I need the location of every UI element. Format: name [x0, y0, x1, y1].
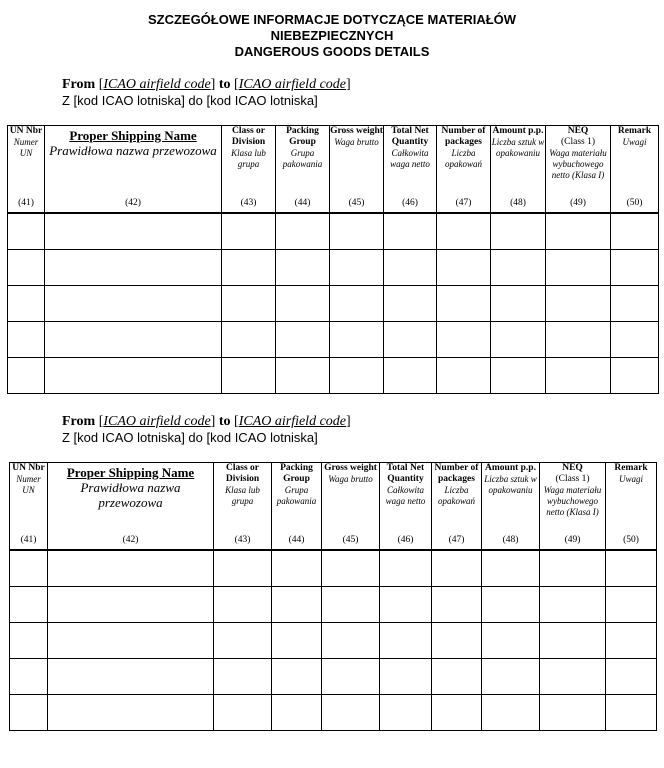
entry-cell[interactable]	[48, 659, 214, 695]
entry-cell[interactable]	[48, 623, 214, 659]
entry-cell[interactable]	[606, 587, 657, 623]
entry-cell[interactable]	[10, 695, 48, 731]
entry-cell[interactable]	[276, 358, 330, 394]
column-header	[380, 463, 432, 551]
entry-cell[interactable]	[611, 213, 659, 250]
column-header-en: Gross weight	[330, 126, 383, 136]
to-label: to	[218, 414, 231, 429]
column-number: (41)	[18, 198, 34, 208]
column-header-pl: Prawidłowa nazwa przewozowa	[49, 143, 217, 158]
column-number: (46)	[397, 535, 414, 545]
column-header-en: Total Net Quantity	[386, 463, 425, 484]
column-header	[272, 463, 322, 551]
route-line-pl: Z [kod ICAO lotniska] do [kod ICAO lotniska]	[62, 93, 318, 108]
column-header-en: UN Nbr	[9, 126, 43, 136]
column-header-pl: Liczba sztuk w opakowaniu	[484, 474, 537, 495]
entry-cell[interactable]	[330, 250, 384, 286]
entry-cell[interactable]	[214, 659, 272, 695]
entry-cell[interactable]	[45, 286, 222, 322]
column-header-en: Proper Shipping Name	[66, 465, 195, 480]
column-header	[606, 463, 657, 551]
entry-cell[interactable]	[437, 286, 491, 322]
column-header-en: Number of packages	[441, 126, 486, 147]
column-header	[482, 463, 540, 551]
entry-cell[interactable]	[482, 695, 540, 731]
column-header-pl: Waga materiału wybuchowego netto (Klasa I)	[543, 485, 602, 517]
entry-cell[interactable]	[272, 695, 322, 731]
title-line-2: NIEBEZPIECZNYCH	[270, 28, 394, 43]
entry-cell[interactable]	[322, 659, 380, 695]
entry-cell[interactable]	[540, 695, 606, 731]
route-section-1	[62, 77, 351, 109]
column-header	[45, 126, 222, 214]
entry-cell[interactable]	[10, 587, 48, 623]
entry-cell[interactable]	[276, 213, 330, 250]
route-line-en: From [ICAO airfield code] to [ICAO airfield code]	[62, 77, 351, 92]
entry-cell[interactable]	[10, 550, 48, 587]
entry-cell[interactable]	[384, 286, 437, 322]
to-code-field[interactable]: ICAO airfield code	[238, 77, 346, 92]
column-header	[322, 463, 380, 551]
entry-cell[interactable]	[540, 587, 606, 623]
entry-cell[interactable]	[437, 213, 491, 250]
route-line-en: From [ICAO airfield code] to [ICAO airfield code]	[62, 414, 351, 429]
column-number: (47)	[455, 198, 472, 208]
column-header	[384, 126, 437, 214]
column-header	[214, 463, 272, 551]
entry-cell[interactable]	[540, 659, 606, 695]
column-number: (44)	[294, 198, 311, 208]
form-title	[0, 12, 664, 60]
header-row	[10, 463, 657, 551]
column-header-pl: Grupa pakowania	[276, 485, 317, 506]
entry-cell[interactable]	[272, 550, 322, 587]
column-header	[10, 463, 48, 551]
route-section-2	[62, 414, 351, 446]
entry-cell[interactable]	[432, 695, 482, 731]
column-header-en: Gross weight	[324, 463, 377, 473]
column-number: (49)	[564, 535, 581, 545]
column-number: (48)	[502, 535, 519, 545]
column-header-en: Remark	[614, 463, 648, 473]
column-header-en: Packing Group	[286, 126, 319, 147]
entry-cell[interactable]	[222, 250, 276, 286]
entry-cell[interactable]	[272, 659, 322, 695]
column-header-en: Class or Division	[231, 126, 266, 147]
entry-cell[interactable]	[380, 587, 432, 623]
entry-cell[interactable]	[330, 358, 384, 394]
entry-cell[interactable]	[432, 550, 482, 587]
column-header-en: Total Net Quantity	[391, 126, 429, 147]
entry-cell[interactable]	[540, 623, 606, 659]
entry-cell[interactable]	[432, 623, 482, 659]
entry-cell[interactable]	[611, 358, 659, 394]
entry-cell[interactable]	[8, 286, 45, 322]
entry-cell[interactable]	[214, 623, 272, 659]
entry-cell[interactable]	[48, 695, 214, 731]
column-header	[546, 126, 611, 214]
entry-cell[interactable]	[491, 213, 546, 250]
title-line-1: SZCZEGÓŁOWE INFORMACJE DOTYCZĄCE MATERIAŁÓW	[147, 12, 517, 27]
table-row	[10, 550, 657, 587]
column-header	[540, 463, 606, 551]
entry-cell[interactable]	[222, 322, 276, 358]
column-header	[48, 463, 214, 551]
entry-cell[interactable]	[8, 213, 45, 250]
entry-cell[interactable]	[276, 250, 330, 286]
column-number: (47)	[448, 535, 465, 545]
entry-cell[interactable]	[48, 587, 214, 623]
column-number: (43)	[234, 535, 251, 545]
entry-cell[interactable]	[222, 213, 276, 250]
table-row	[8, 250, 659, 286]
column-header-en: Class or Division	[225, 463, 260, 484]
column-header-en: Packing Group	[280, 463, 313, 484]
table-row	[10, 623, 657, 659]
entry-cell[interactable]	[491, 358, 546, 394]
from-label: From	[62, 77, 96, 92]
entry-cell[interactable]	[45, 213, 222, 250]
table-row	[8, 286, 659, 322]
entry-cell[interactable]	[322, 550, 380, 587]
column-header	[611, 126, 659, 214]
column-header-en-sub: (Class 1)	[560, 137, 596, 147]
entry-cell[interactable]	[214, 695, 272, 731]
column-header-pl: Waga materiału wybuchowego netto (Klasa I)	[549, 148, 607, 180]
entry-cell[interactable]	[45, 250, 222, 286]
entry-cell[interactable]	[611, 322, 659, 358]
entry-cell[interactable]	[432, 659, 482, 695]
column-header	[437, 126, 491, 214]
entry-cell[interactable]	[491, 322, 546, 358]
entry-cell[interactable]	[222, 358, 276, 394]
column-number: (44)	[288, 535, 305, 545]
column-header-pl: Grupa pakowania	[282, 148, 323, 169]
column-number: (42)	[122, 535, 139, 545]
to-code-field[interactable]: ICAO airfield code	[238, 414, 346, 429]
column-header	[491, 126, 546, 214]
table-row	[10, 659, 657, 695]
table-row	[10, 587, 657, 623]
column-header-pl: Liczba opakowań	[438, 485, 475, 506]
column-number: (41)	[20, 535, 37, 545]
entry-cell[interactable]	[606, 695, 657, 731]
entry-cell[interactable]	[491, 286, 546, 322]
entry-cell[interactable]	[546, 213, 611, 250]
entry-cell[interactable]	[276, 286, 330, 322]
column-number: (45)	[342, 535, 359, 545]
entry-cell[interactable]	[322, 695, 380, 731]
entry-cell[interactable]	[45, 322, 222, 358]
entry-cell[interactable]	[546, 358, 611, 394]
entry-cell[interactable]	[272, 587, 322, 623]
column-header-en-sub: (Class 1)	[555, 474, 590, 484]
table-row	[8, 358, 659, 394]
column-header-pl: Całkowita waga netto	[385, 485, 426, 506]
entry-cell[interactable]	[482, 623, 540, 659]
column-header-pl: Liczba opakowań	[445, 148, 482, 169]
header-row	[8, 126, 659, 214]
dangerous-goods-table-2	[9, 462, 657, 731]
column-header-en: Proper Shipping Name	[69, 128, 197, 143]
route-line-pl: Z [kod ICAO lotniska] do [kod ICAO lotniska]	[62, 430, 318, 445]
column-number: (42)	[125, 198, 141, 208]
entry-cell[interactable]	[606, 550, 657, 587]
entry-cell[interactable]	[482, 587, 540, 623]
entry-cell[interactable]	[384, 250, 437, 286]
column-header	[330, 126, 384, 214]
column-header-pl: Waga brutto	[334, 137, 379, 147]
column-header-en: Amount p.p.	[485, 463, 536, 473]
entry-cell[interactable]	[222, 286, 276, 322]
entry-cell[interactable]	[330, 213, 384, 250]
entry-cell[interactable]	[384, 322, 437, 358]
column-header-pl: Waga brutto	[328, 474, 373, 484]
entry-cell[interactable]	[272, 623, 322, 659]
entry-cell[interactable]	[214, 550, 272, 587]
entry-cell[interactable]	[322, 587, 380, 623]
entry-cell[interactable]	[45, 358, 222, 394]
entry-cell[interactable]	[330, 322, 384, 358]
entry-cell[interactable]	[48, 550, 214, 587]
column-header-pl: Prawidłowa nazwa przewozowa	[80, 480, 181, 510]
from-code-field[interactable]: ICAO airfield code	[103, 77, 211, 92]
entry-cell[interactable]	[546, 250, 611, 286]
column-header-pl: Klasa lub grupa	[231, 148, 266, 169]
column-header-pl: Numer UN	[16, 474, 41, 495]
dangerous-goods-table-1	[7, 125, 659, 394]
entry-cell[interactable]	[491, 250, 546, 286]
entry-cell[interactable]	[276, 322, 330, 358]
entry-cell[interactable]	[546, 286, 611, 322]
from-label: From	[62, 414, 96, 429]
column-header-pl: Klasa lub grupa	[225, 485, 260, 506]
table-row	[10, 695, 657, 731]
column-number: (48)	[510, 198, 526, 208]
table-row	[8, 322, 659, 358]
column-number: (49)	[570, 198, 586, 208]
column-header-en: NEQ	[562, 463, 583, 473]
to-label: to	[218, 77, 231, 92]
column-header	[276, 126, 330, 214]
entry-cell[interactable]	[8, 358, 45, 394]
column-number: (45)	[348, 198, 365, 208]
entry-cell[interactable]	[482, 659, 540, 695]
entry-cell[interactable]	[380, 695, 432, 731]
column-header-en: UN Nbr	[12, 463, 45, 473]
entry-cell[interactable]	[8, 322, 45, 358]
column-header	[222, 126, 276, 214]
entry-cell[interactable]	[384, 213, 437, 250]
entry-cell[interactable]	[611, 286, 659, 322]
title-line-3: DANGEROUS GOODS DETAILS	[234, 44, 430, 59]
entry-cell[interactable]	[380, 659, 432, 695]
table-row	[8, 213, 659, 250]
column-number: (50)	[626, 198, 643, 208]
entry-cell[interactable]	[546, 322, 611, 358]
entry-cell[interactable]	[10, 623, 48, 659]
entry-cell[interactable]	[437, 250, 491, 286]
entry-cell[interactable]	[214, 587, 272, 623]
entry-cell[interactable]	[606, 659, 657, 695]
entry-cell[interactable]	[540, 550, 606, 587]
column-number: (50)	[623, 535, 639, 545]
column-header-pl: Całkowita waga netto	[390, 148, 430, 169]
column-header	[432, 463, 482, 551]
entry-cell[interactable]	[10, 659, 48, 695]
entry-cell[interactable]	[8, 250, 45, 286]
entry-cell[interactable]	[330, 286, 384, 322]
column-header-pl: Uwagi	[622, 137, 647, 147]
entry-cell[interactable]	[380, 623, 432, 659]
entry-cell[interactable]	[611, 250, 659, 286]
column-header-en: Number of packages	[434, 463, 479, 484]
column-number: (43)	[240, 198, 257, 208]
column-header-pl: Numer UN	[13, 137, 39, 158]
column-header-pl: Liczba sztuk w opakowaniu	[491, 137, 545, 158]
column-header-pl: Uwagi	[618, 474, 643, 484]
entry-cell[interactable]	[322, 623, 380, 659]
column-number: (46)	[402, 198, 418, 208]
entry-cell[interactable]	[384, 358, 437, 394]
entry-cell[interactable]	[606, 623, 657, 659]
column-header-en: Remark	[617, 126, 652, 136]
entry-cell[interactable]	[437, 322, 491, 358]
column-header	[8, 126, 45, 214]
from-code-field[interactable]: ICAO airfield code	[103, 414, 211, 429]
column-header-en: Amount p.p.	[492, 126, 544, 136]
entry-cell[interactable]	[432, 587, 482, 623]
entry-cell[interactable]	[437, 358, 491, 394]
column-header-en: NEQ	[567, 126, 589, 136]
entry-cell[interactable]	[380, 550, 432, 587]
entry-cell[interactable]	[482, 550, 540, 587]
